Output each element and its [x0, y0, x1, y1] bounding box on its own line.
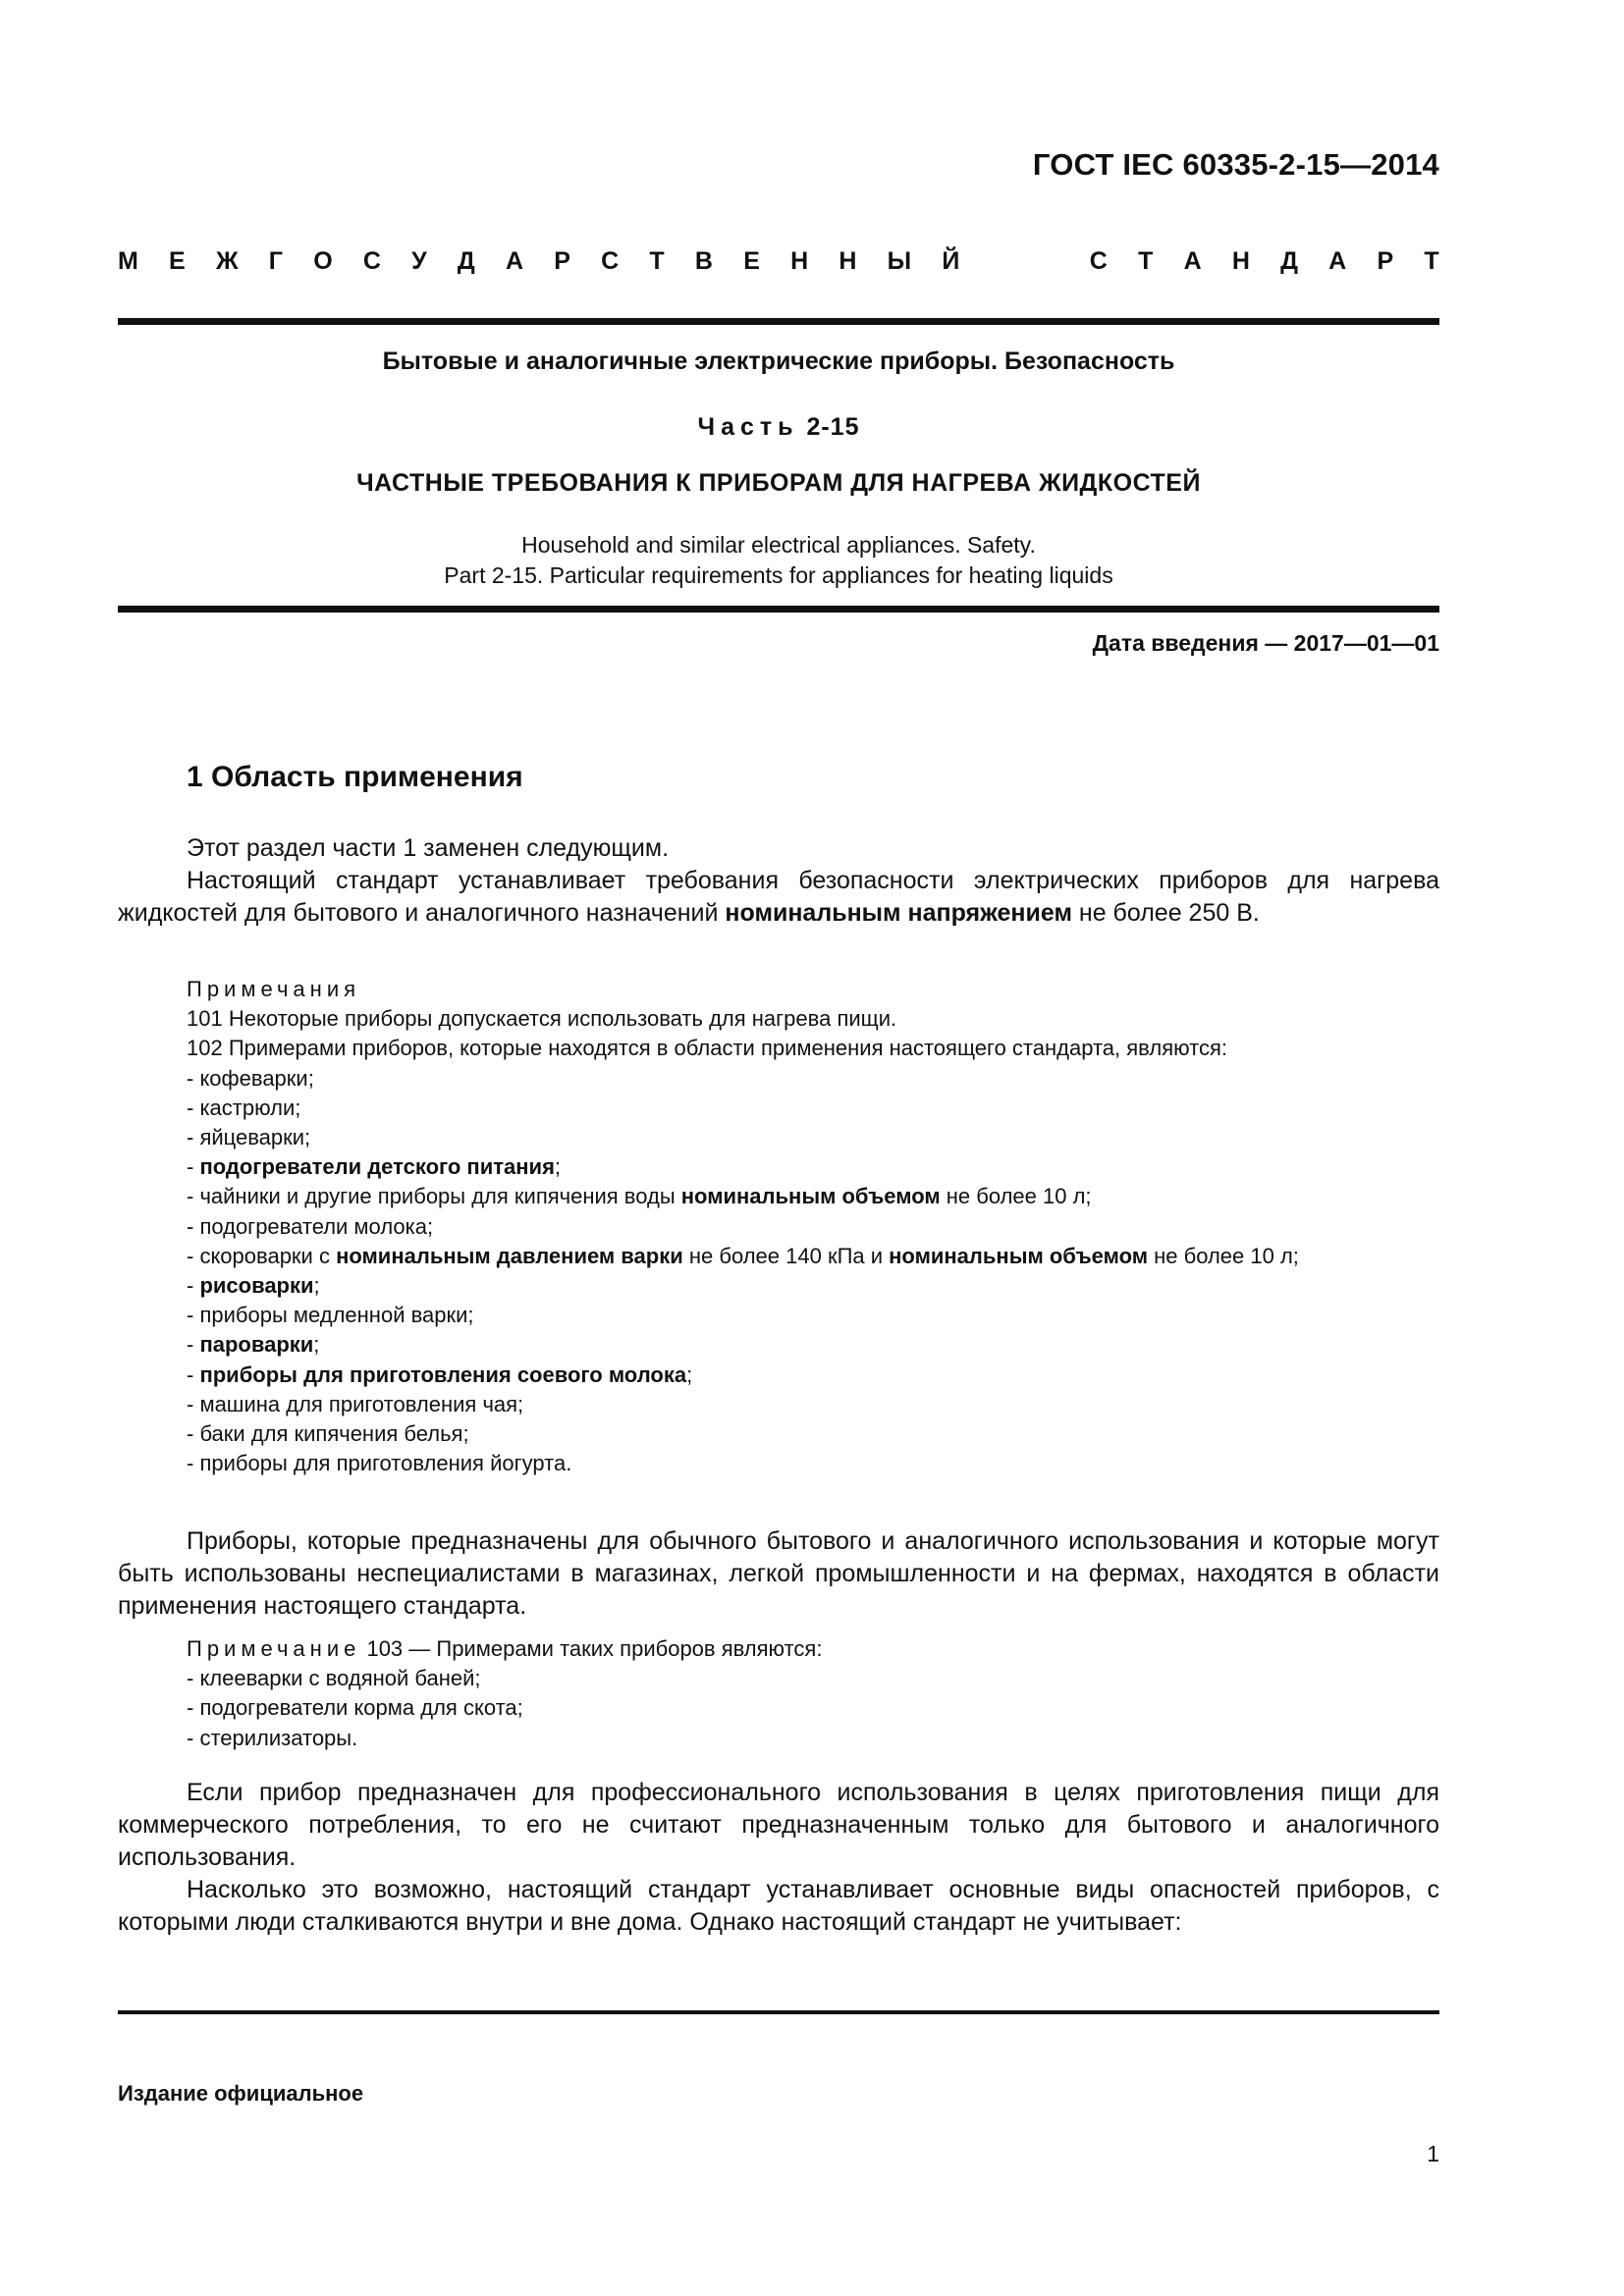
heading-letter: А [1183, 247, 1202, 275]
note-102: 102 Примерами приборов, которые находятся в области применения настоящего стандарта, являются: [187, 1036, 1227, 1061]
paragraph-block [118, 1777, 1439, 1939]
list-item: - машина для приготовления чая; [187, 1391, 524, 1416]
part-number: 2-15 [806, 413, 860, 441]
heading-letter: В [694, 247, 713, 275]
subtitle-russian: ЧАСТНЫЕ ТРЕБОВАНИЯ К ПРИБОРАМ ДЛЯ НАГРЕВА ЖИДКОСТЕЙ [356, 469, 1201, 497]
list-item: - приборы для приготовления йогурта. [187, 1451, 572, 1476]
list-item: - кастрюли; [187, 1095, 301, 1120]
heading-letter: А [1328, 247, 1347, 275]
heading-letter: Н [790, 247, 809, 275]
section-title: 1 Область применения [187, 761, 523, 793]
heading-letter: Р [554, 247, 570, 275]
text-run: не более 250 В. [1071, 899, 1260, 927]
term-bold: рисоварки [199, 1273, 314, 1299]
heading-letter: Т [649, 247, 665, 275]
notes-heading [118, 975, 1439, 1004]
text-run: ; [313, 1332, 320, 1358]
title-english-line1: Household and similar electrical appliances. Safety. [521, 532, 1036, 558]
part-heading [118, 413, 1439, 442]
heading-letter: Т [1138, 247, 1154, 275]
list-item [118, 1242, 1439, 1271]
text-run: - [187, 1332, 200, 1358]
notes-block [118, 975, 1439, 1478]
paragraph: Этот раздел части 1 заменен следующим. [187, 834, 670, 862]
term-bold: номинальным напряжением [725, 899, 1072, 927]
list-item [118, 1330, 1439, 1360]
heading-letter: О [313, 247, 333, 275]
paragraph-block [118, 1525, 1439, 1623]
list-item: - баки для кипячения белья; [187, 1421, 469, 1447]
footer-divider [118, 2010, 1439, 2014]
note-103 [118, 1634, 1439, 1664]
heading-letter: Е [169, 247, 186, 275]
text-run: ; [686, 1362, 693, 1387]
page-number: 1 [1427, 2141, 1439, 2166]
heading-letter: А [505, 247, 524, 275]
heading-letter: У [411, 247, 427, 275]
note-label: Примечание [187, 1636, 361, 1661]
heading-letter: Д [457, 247, 475, 275]
term-bold: подогреватели детского питания [199, 1154, 555, 1180]
introduction-date: Дата введения — 2017—01—01 [1092, 630, 1439, 656]
part-label: Часть [697, 413, 799, 441]
paragraph: Приборы, которые предназначены для обычного бытового и аналогичного использования и которые могут быть использованы неспециалистами в магазинах, легкой промышленности и на фермах, находятся в области применения настоящего стандарта. [118, 1527, 1439, 1620]
heading-letter: Т [1424, 247, 1439, 275]
notes-heading-text: Примечания [187, 977, 361, 1001]
title-english-line2: Part 2-15. Particular requirements for appliances for heating liquids [444, 562, 1113, 588]
title-english [118, 530, 1439, 591]
text-run: - [187, 1362, 200, 1387]
paragraph: Насколько это возможно, настоящий стандарт устанавливает основные виды опасностей приборов, с которыми люди сталкиваются внутри и вне дома. Однако настоящий стандарт не учитывает: [118, 1876, 1439, 1936]
text-run: не более 10 л; [1148, 1243, 1299, 1268]
list-item [118, 1361, 1439, 1390]
paragraph: Если прибор предназначен для профессионального использования в целях приготовления пищи для коммерческого потребления, то его не считают предназначенным только для бытового и аналогичного использования. [118, 1779, 1439, 1871]
heading-letter: Ж [215, 247, 239, 275]
term-bold: приборы для приготовления соевого молока [199, 1362, 687, 1387]
list-item: - яйцеварки; [187, 1125, 311, 1150]
list-item [118, 1152, 1439, 1182]
list-item: - приборы медленной варки; [187, 1303, 474, 1328]
heading-letter: С [1089, 247, 1108, 275]
text-run: - [187, 1154, 200, 1180]
text-run: - чайники и другие приборы для кипячения воды [187, 1184, 681, 1209]
list-item: - стерилизаторы. [187, 1725, 358, 1750]
scope-paragraphs [118, 832, 1439, 930]
official-edition-label: Издание официальное [118, 2081, 364, 2106]
heading-letter: Н [1231, 247, 1250, 275]
heading-letter: Е [743, 247, 760, 275]
list-item: - подогреватели молока; [187, 1213, 434, 1239]
title-russian: Бытовые и аналогичные электрические приборы. Безопасность [382, 347, 1175, 375]
list-item: - кофеварки; [187, 1065, 314, 1091]
text-run: ; [554, 1154, 562, 1180]
heading-word-gap [991, 247, 1059, 276]
text-run: - [187, 1273, 200, 1299]
note-101: 101 Некоторые приборы допускается использовать для нагрева пищи. [187, 1006, 897, 1032]
text-run: - скороварки с [187, 1243, 337, 1268]
heading-letter: С [362, 247, 381, 275]
text-run: 103 — Примерами таких приборов являются: [360, 1636, 823, 1661]
term-bold: номинальным объемом [889, 1243, 1148, 1268]
heading-letter: Д [1280, 247, 1298, 275]
heading-letter: С [601, 247, 620, 275]
text-run: ; [313, 1273, 320, 1299]
heading-letter: Й [942, 247, 960, 275]
header-divider [118, 318, 1439, 325]
term-bold: номинальным давлением варки [336, 1243, 683, 1268]
list-item [118, 1271, 1439, 1301]
list-item: - клееварки с водяной баней; [187, 1666, 481, 1691]
heading-letter: М [118, 247, 138, 275]
term-bold: пароварки [199, 1332, 314, 1358]
text-run: Настоящий стандарт устанавливает требования безопасности электрических приборов для нагрева жидкостей для бытового и аналогичного назначений [118, 867, 1439, 927]
text-run: не более 10 л; [940, 1184, 1092, 1209]
term-bold: номинальным объемом [680, 1184, 941, 1209]
heading-letter: Ы [887, 247, 912, 275]
heading-letter: Г [268, 247, 283, 275]
heading-letter: Н [839, 247, 857, 275]
list-item [118, 1182, 1439, 1211]
paragraph [118, 865, 1439, 930]
list-item: - подогреватели корма для скота; [187, 1695, 523, 1721]
note-103-block [118, 1634, 1439, 1753]
title-divider [118, 606, 1439, 613]
interstate-standard-heading [118, 247, 1439, 276]
document-number: ГОСТ IEC 60335-2-15—2014 [1032, 147, 1439, 182]
text-run: не более 140 кПа и [682, 1243, 890, 1268]
heading-letter: Р [1377, 247, 1394, 275]
